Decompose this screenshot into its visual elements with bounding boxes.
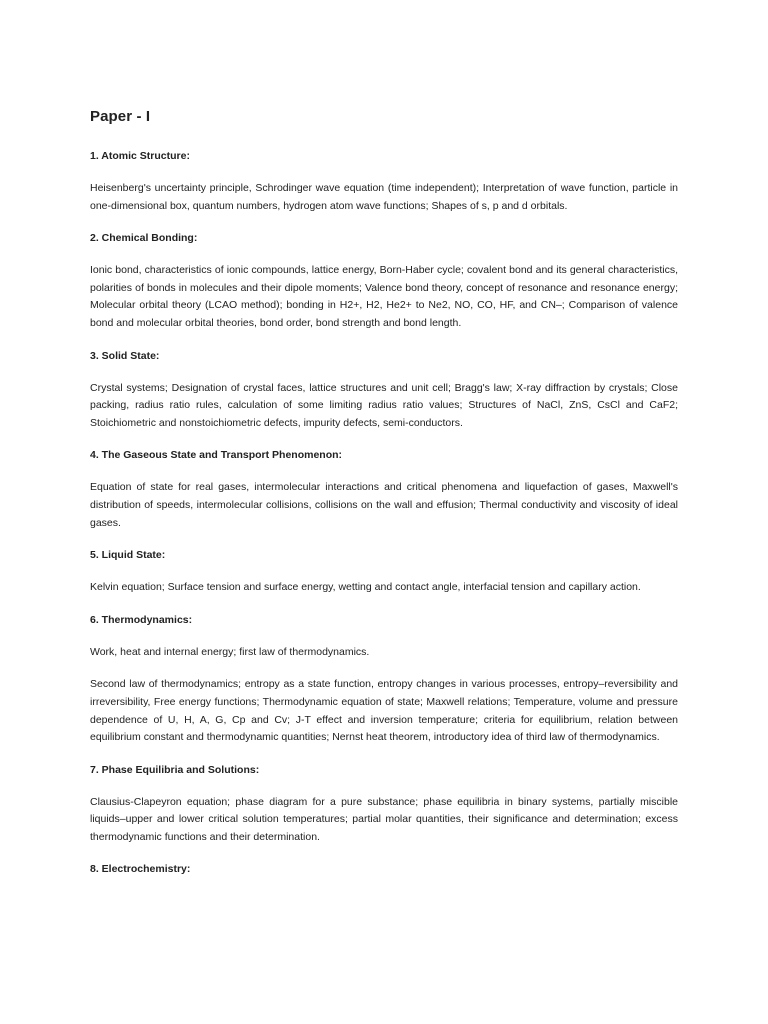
section-heading: 2. Chemical Bonding: <box>90 232 198 245</box>
section-paragraph: Ionic bond, characteristics of ionic compounds, lattice energy, Born-Haber cycle; covalent bond and its general characteristics, polarities of bonds in molecules and their dipole moments; Valence bond theory, concept of resonance and resonance energy; Molecular orbital theory (LCAO method); bonding in H2+, H2, He2+ to Ne2, NO, CO, HF, and CN–; Comparison of valence bond and molecular orbital theories, bond order, bond strength and bond length. <box>90 264 678 329</box>
section-phase-equilibria <box>90 762 678 847</box>
section-heading: 6. Thermodynamics: <box>90 613 193 626</box>
section-paragraph: Second law of thermodynamics; entropy as a state function, entropy changes in various processes, entropy–reversibility and irreversibility, Free energy functions; Thermodynamic equation of state; Maxwell relations; Temperature, volume and pressure dependence of U, H, A, G, Cp and Cv; J-T effect and inversion temperature; criteria for equilibrium, relation between equilibrium constant and thermodynamic quantities; Nernst heat theorem, introductory idea of third law of thermodynamics. <box>90 678 678 744</box>
section-gaseous-state <box>90 447 678 532</box>
paper-title: Paper - I <box>90 108 151 125</box>
section-paragraph: Equation of state for real gases, intermolecular interactions and critical phenomena and liquefaction of gases, Maxwell's distribution of speeds, intermolecular collisions, collisions on the wall and effusion; Thermal conductivity and viscosity of ideal gases. <box>90 481 678 529</box>
section-thermodynamics <box>90 612 678 747</box>
section-heading: 7. Phase Equilibria and Solutions: <box>90 763 260 776</box>
section-heading: 1. Atomic Structure: <box>90 150 190 162</box>
section-liquid-state <box>90 547 678 597</box>
section-heading: 5. Liquid State: <box>90 549 166 562</box>
section-atomic-structure <box>90 148 678 215</box>
section-paragraph: Crystal systems; Designation of crystal faces, lattice structures and unit cell; Bragg's law; X-ray diffraction by crystals; Close packing, radius ratio rules, calculation of some limiting radius ratio values; Structures of NaCl, ZnS, CsCl and CaF2; Stoichiometric and nonstoichiometric defects, impurity defects, semi-conductors. <box>90 381 678 429</box>
section-heading: 3. Solid State: <box>90 349 160 362</box>
section-paragraph: Work, heat and internal energy; first law of thermodynamics. <box>90 645 370 658</box>
section-heading: 8. Electrochemistry: <box>90 863 191 876</box>
section-paragraph: Heisenberg's uncertainty principle, Schrodinger wave equation (time independent); Interpretation of wave function, particle in one-dimensional box, quantum numbers, hydrogen atom wave functions; Shapes of s, p and d orbitals. <box>90 182 678 212</box>
section-solid-state <box>90 348 678 433</box>
section-paragraph: Clausius-Clapeyron equation; phase diagram for a pure substance; phase equilibria in binary systems, partially miscible liquids–upper and lower critical solution temperatures; partial molar quantities, their significance and determination; excess thermodynamic functions and their determination. <box>90 795 678 843</box>
section-electrochemistry <box>90 861 678 877</box>
document-page <box>90 106 678 877</box>
section-heading: 4. The Gaseous State and Transport Phenomenon: <box>90 449 343 462</box>
section-paragraph: Kelvin equation; Surface tension and surface energy, wetting and contact angle, interfacial tension and capillary action. <box>90 581 641 594</box>
section-chemical-bonding <box>90 230 678 332</box>
